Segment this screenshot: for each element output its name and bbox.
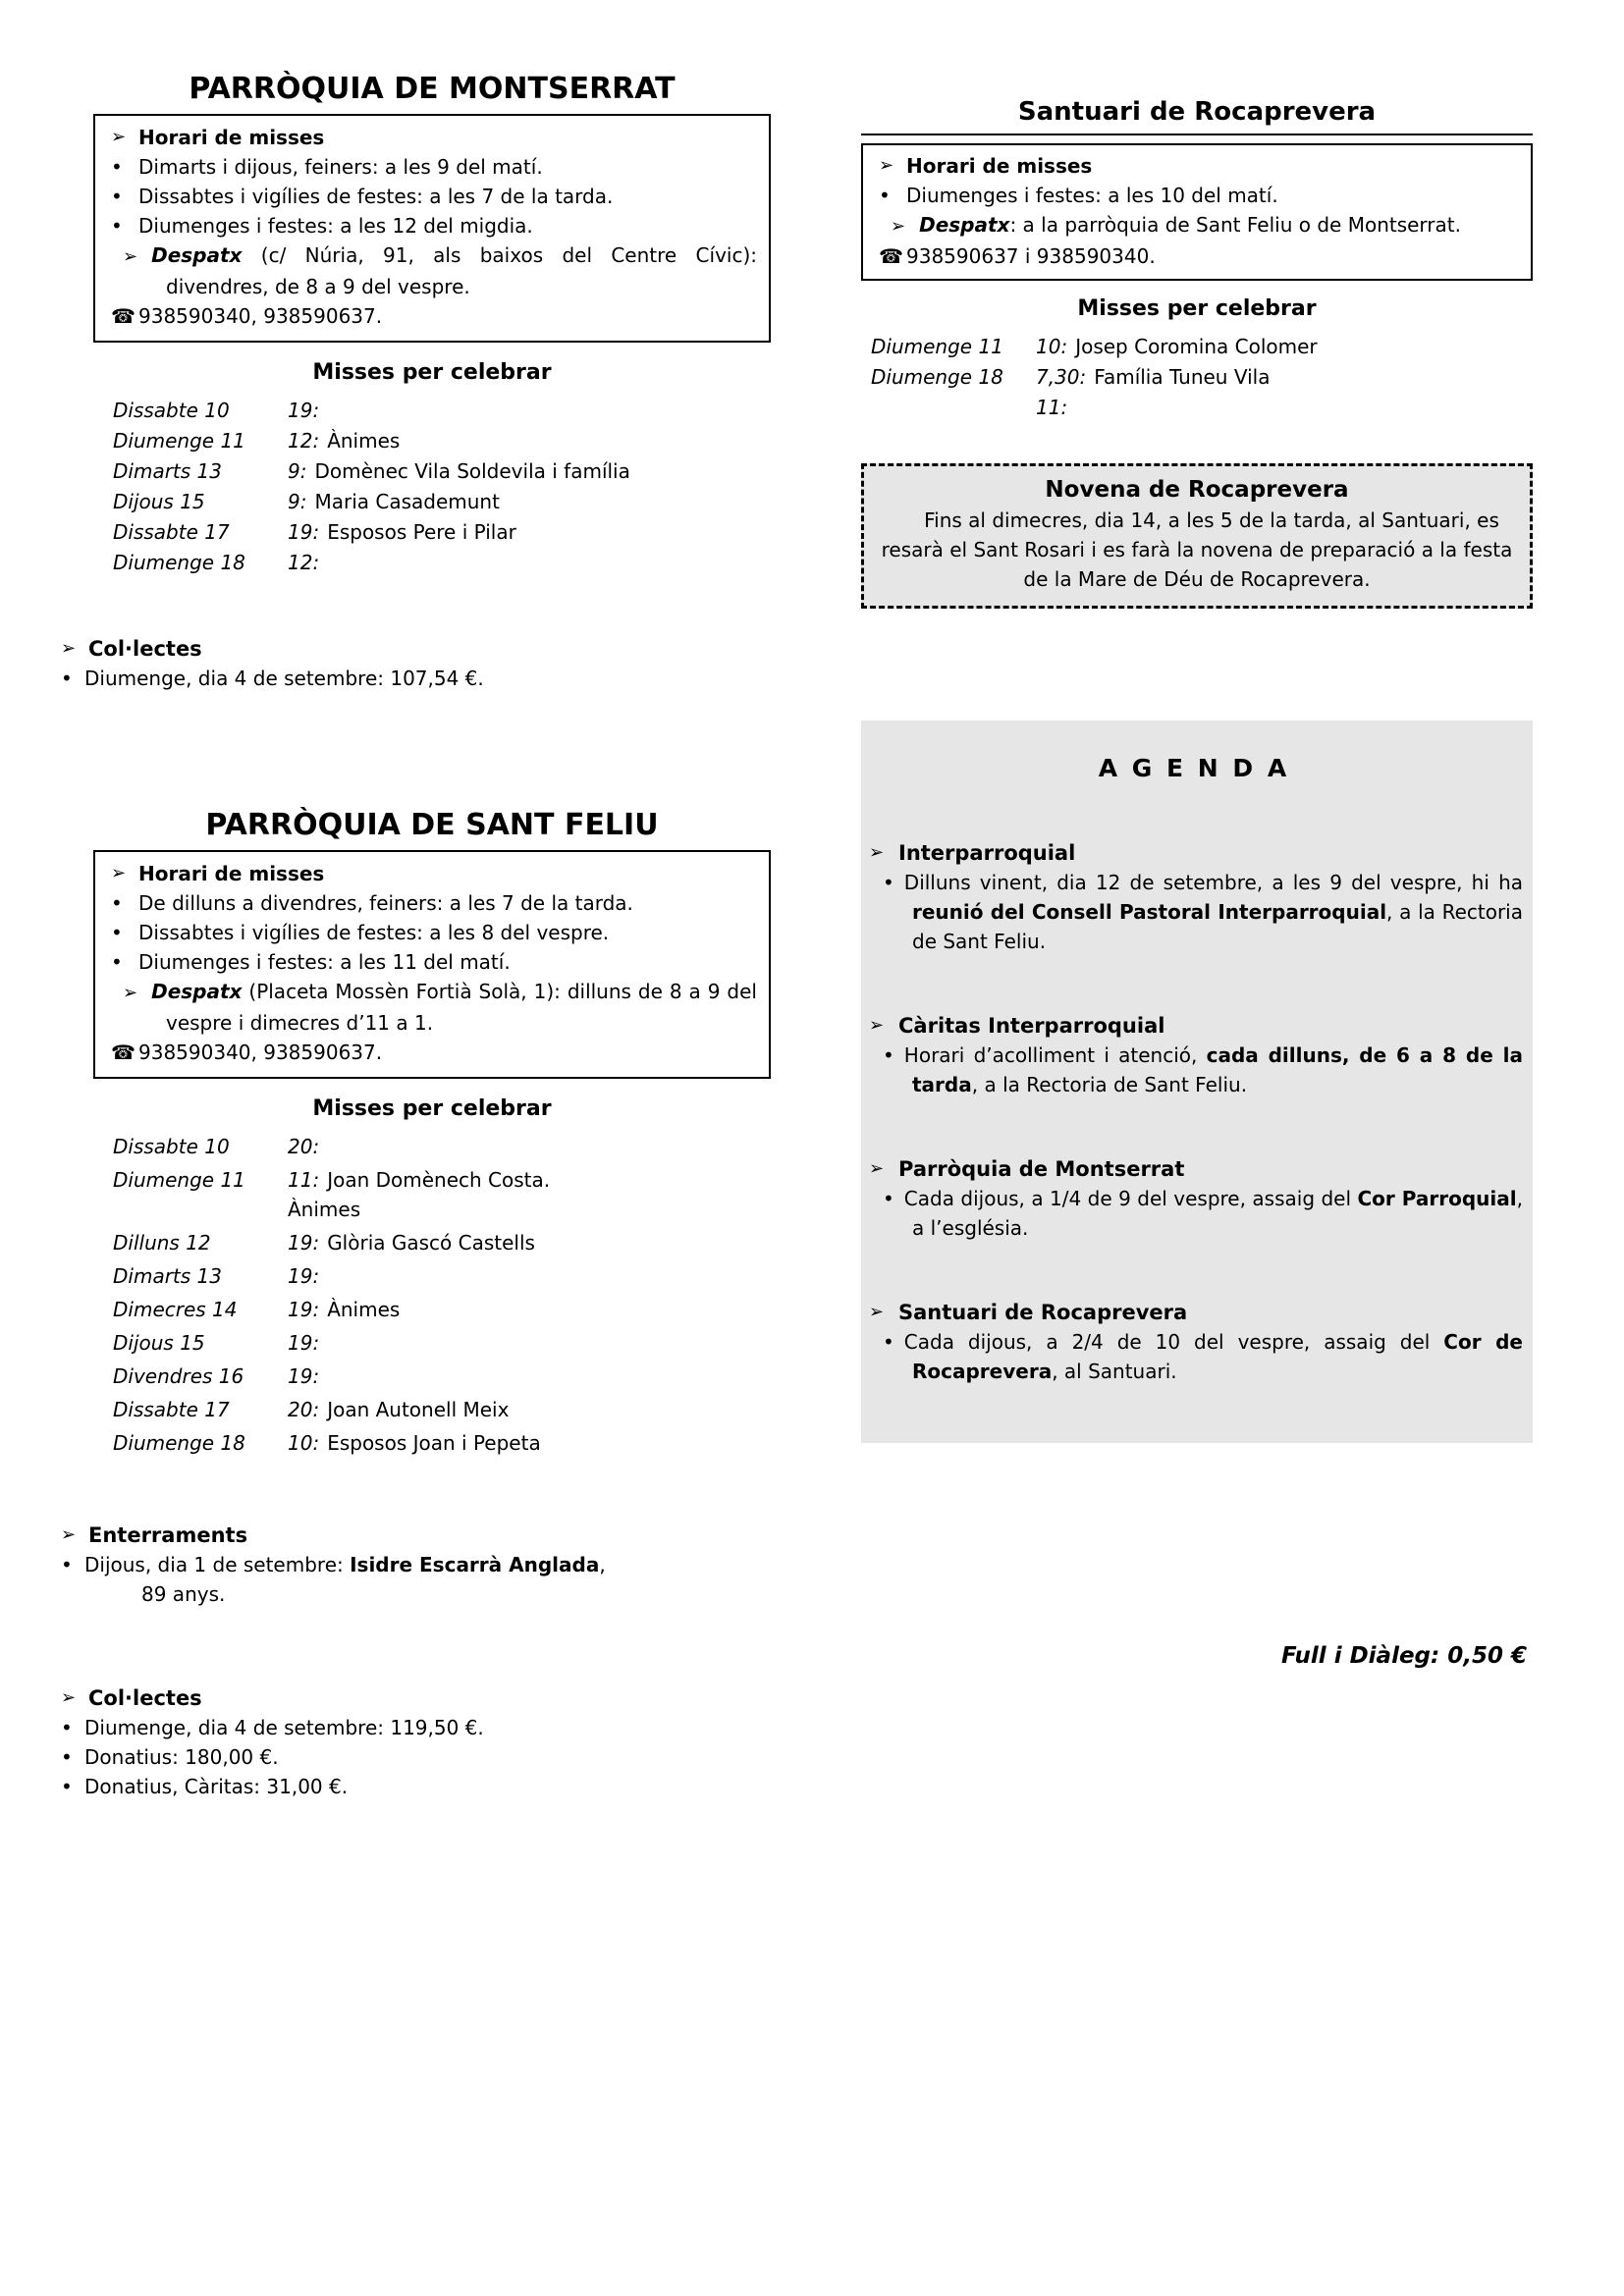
mass-time: 19: [288, 520, 320, 544]
mass-day: Diumenge 18 [871, 365, 1003, 389]
montserrat-collectes-heading [59, 634, 776, 664]
mass-day: Diumenge 18 [113, 551, 245, 574]
mass-entry [288, 1295, 400, 1324]
mass-time: 20: [288, 1398, 320, 1421]
mass-intention: Ànimes [327, 1298, 401, 1321]
santfeliu-enterraments-item [59, 1550, 776, 1609]
mass-entry [288, 426, 400, 455]
rocaprevera-despatx-line [877, 210, 1519, 241]
arrow-bullet-icon: ➢ [111, 863, 127, 883]
agenda-item-text: Cada dijous, a 2/4 de 10 del vespre, assaig del [903, 1330, 1444, 1354]
horari-item-text: Dissabtes i vigílies de festes: a les 8 del vespre. [138, 921, 610, 944]
arrow-bullet-icon: ➢ [61, 1687, 77, 1708]
phone-icon: ☎ [111, 1041, 135, 1064]
despatx-label: Despatx [151, 980, 243, 1003]
santfeliu-horari-item [109, 918, 757, 947]
agenda-item-text: , al Santuari. [1052, 1360, 1177, 1383]
mass-time: 11: [1036, 396, 1068, 419]
mass-intention: Ànimes [327, 429, 401, 453]
santfeliu-despatx-line [109, 977, 757, 1038]
montserrat-masses-title: Misses per celebrar [312, 360, 552, 385]
mass-entry [1036, 362, 1270, 392]
agenda-section-interparroquial [865, 838, 1523, 956]
collectes-text: Diumenge, dia 4 de setembre: 119,50 €. [84, 1716, 484, 1739]
arrow-bullet-icon: ➢ [61, 1524, 77, 1545]
agenda-section-heading [865, 1298, 1523, 1327]
mass-entry [1036, 393, 1075, 422]
bullet-icon: • [61, 1553, 73, 1576]
montserrat-horari-item [109, 182, 757, 211]
mass-entry [288, 1261, 327, 1291]
mass-day [871, 393, 1036, 422]
santfeliu-info-box [93, 850, 771, 1079]
agenda-item-highlight: Cor de Rocaprevera [912, 1330, 1523, 1383]
table-row [871, 362, 1533, 392]
santfeliu-collectes-heading [59, 1683, 776, 1713]
novena-text: Fins al dimecres, dia 14, a les 5 de la tarda, al Santuari, es resarà el Sant Rosari i es farà la novena de preparació a la festa de la Mare de Déu de Rocaprevera. [881, 508, 1513, 591]
mass-entry [288, 1362, 327, 1391]
mass-day: Dissabte 10 [113, 1135, 230, 1158]
mass-day: Dissabte 17 [113, 1398, 230, 1421]
montserrat-collectes-item [59, 664, 776, 693]
table-row [113, 1328, 776, 1358]
arrow-bullet-icon: ➢ [869, 842, 885, 863]
santfeliu-enterraments-heading [59, 1521, 776, 1550]
bullet-icon: • [883, 1330, 894, 1354]
enterraments-label: Enterraments [88, 1523, 248, 1547]
table-row [113, 1165, 776, 1224]
right-column [861, 96, 1533, 1671]
agenda-section-label: Càritas Interparroquial [898, 1014, 1165, 1038]
agenda-item-highlight: Cor Parroquial [1357, 1187, 1517, 1210]
arrow-bullet-icon: ➢ [869, 1158, 885, 1179]
mass-day: Diumenge 11 [113, 1168, 245, 1192]
montserrat-despatx-line [109, 240, 757, 301]
santfeliu-masses-table [113, 1132, 776, 1458]
table-row [113, 548, 776, 577]
rocaprevera-info-box [861, 143, 1533, 281]
mass-entry [288, 1228, 535, 1257]
mass-entry [288, 1165, 550, 1224]
arrow-bullet-icon: ➢ [61, 638, 77, 659]
bullet-icon: • [61, 667, 73, 690]
agenda-section-heading [865, 1011, 1523, 1041]
table-row [113, 517, 776, 547]
enterraments-text-line2: 89 anys. [141, 1582, 226, 1606]
table-row [871, 393, 1533, 422]
bullet-icon: • [111, 891, 123, 915]
mass-entry [1036, 332, 1318, 361]
table-row [113, 1395, 776, 1424]
mass-day: Dimarts 13 [113, 459, 222, 483]
montserrat-horari-item [109, 211, 757, 240]
agenda-section-heading [865, 838, 1523, 868]
bullet-icon: • [111, 214, 123, 238]
mass-intention: Maria Casademunt [314, 490, 500, 513]
table-row [113, 426, 776, 455]
despatx-text: (c/ Núria, 91, als baixos del Centre Cívic): divendres, de 8 a 9 del vespre. [166, 243, 757, 298]
montserrat-masses-table [113, 396, 776, 577]
mass-time: 19: [288, 1231, 320, 1255]
agenda-item-text: Dilluns vinent, dia 12 de setembre, a les 9 del vespre, hi ha [903, 871, 1523, 894]
rocaprevera-masses-table [871, 332, 1533, 422]
santfeliu-collectes-item [59, 1772, 776, 1801]
mass-day: Dissabte 10 [113, 399, 230, 422]
table-row [113, 1261, 776, 1291]
agenda-item-text: Horari d’acolliment i atenció, [903, 1043, 1207, 1067]
horari-item-text: Dimarts i dijous, feiners: a les 9 del matí. [138, 155, 543, 179]
mass-time: 12: [288, 551, 320, 574]
collectes-label: Col·lectes [88, 1686, 202, 1710]
agenda-item [865, 868, 1523, 956]
mass-intention-line2: Ànimes [288, 1198, 361, 1221]
horari-label: Horari de misses [138, 126, 325, 149]
mass-intention: Esposos Pere i Pilar [327, 520, 516, 544]
agenda-section-heading [865, 1154, 1523, 1184]
mass-day: Dissabte 17 [113, 520, 230, 544]
mass-intention: Joan Domènech Costa. [327, 1168, 551, 1192]
enterraments-text: , [599, 1553, 606, 1576]
despatx-label: Despatx [151, 243, 243, 267]
bullet-icon: • [61, 1775, 73, 1798]
rocaprevera-masses-title: Misses per celebrar [1077, 296, 1317, 321]
bullet-icon: • [111, 185, 123, 208]
mass-time: 20: [288, 1135, 320, 1158]
agenda-section-label: Santuari de Rocaprevera [898, 1301, 1188, 1324]
mass-time: 19: [288, 1264, 320, 1288]
mass-day: Divendres 16 [113, 1364, 244, 1388]
mass-time: 10: [1036, 335, 1068, 358]
enterraments-text: Dijous, dia 1 de setembre: [84, 1553, 351, 1576]
mass-entry [288, 456, 630, 486]
table-row [113, 487, 776, 516]
mass-intention: Família Tuneu Vila [1094, 365, 1271, 389]
deceased-name: Isidre Escarrà Anglada [350, 1553, 600, 1576]
mass-entry [288, 1428, 541, 1458]
agenda-item-highlight: reunió del Consell Pastoral Interparroquial [912, 900, 1387, 924]
mass-day: Dijous 15 [113, 490, 205, 513]
montserrat-phone-line [109, 301, 757, 331]
santfeliu-collectes-item [59, 1742, 776, 1772]
montserrat-horari-heading [109, 123, 757, 152]
agenda-item [865, 1327, 1523, 1386]
phone-numbers: 938590340, 938590637. [138, 304, 383, 328]
agenda-box [861, 721, 1533, 1443]
horari-label: Horari de misses [138, 862, 325, 885]
arrow-bullet-icon: ➢ [869, 1015, 885, 1036]
collectes-text: Donatius, Càritas: 31,00 €. [84, 1775, 349, 1798]
novena-box [861, 463, 1533, 609]
mass-entry [288, 396, 327, 425]
mass-day: Diumenge 18 [113, 1431, 245, 1455]
table-row [113, 1132, 776, 1161]
santfeliu-horari-item [109, 888, 757, 918]
santfeliu-collectes-item [59, 1713, 776, 1742]
agenda-item [865, 1041, 1523, 1099]
agenda-section-montserrat [865, 1154, 1523, 1243]
horari-item-text: Dissabtes i vigílies de festes: a les 7 de la tarda. [138, 185, 614, 208]
agenda-item-text: , a la Rectoria de Sant Feliu. [971, 1073, 1248, 1096]
mass-day: Dijous 15 [113, 1331, 205, 1355]
horari-item-text: Diumenges i festes: a les 10 del matí. [906, 184, 1278, 207]
arrow-bullet-icon: ➢ [869, 1302, 885, 1322]
santfeliu-parish-title: PARRÒQUIA DE SANT FELIU [205, 808, 659, 842]
arrow-bullet-icon: ➢ [123, 983, 138, 1003]
mass-day: Dimarts 13 [113, 1264, 222, 1288]
agenda-section-label: Parròquia de Montserrat [898, 1157, 1185, 1181]
left-column [59, 71, 776, 1801]
mass-intention: Esposos Joan i Pepeta [327, 1431, 541, 1455]
mass-intention: Joan Autonell Meix [327, 1398, 510, 1421]
table-row [113, 1295, 776, 1324]
mass-intention: Josep Coromina Colomer [1075, 335, 1318, 358]
despatx-text: (Placeta Mossèn Fortià Solà, 1): dilluns de 8 a 9 del vespre i dimecres d’11 a 1. [166, 980, 757, 1035]
bullet-icon: • [111, 155, 123, 179]
novena-title: Novena de Rocaprevera [1045, 477, 1349, 503]
mass-time: 7,30: [1036, 365, 1087, 389]
table-row [113, 1428, 776, 1458]
despatx-label: Despatx [919, 213, 1010, 237]
rocaprevera-horari-item [877, 181, 1519, 210]
montserrat-horari-item [109, 152, 757, 182]
despatx-text: : a la parròquia de Sant Feliu o de Montserrat. [1009, 213, 1461, 237]
mass-time: 9: [288, 459, 307, 483]
montserrat-parish-title: PARRÒQUIA DE MONTSERRAT [189, 72, 676, 106]
mass-entry [288, 517, 516, 547]
mass-day: Diumenge 11 [871, 335, 1003, 358]
agenda-section-label: Interparroquial [898, 841, 1076, 865]
phone-icon: ☎ [879, 244, 903, 268]
mass-time: 19: [288, 399, 320, 422]
phone-numbers: 938590637 i 938590340. [906, 244, 1156, 268]
arrow-bullet-icon: ➢ [879, 155, 894, 176]
mass-day: Dimecres 14 [113, 1298, 238, 1321]
agenda-item-highlight: cada dilluns, de 6 a 8 de la tarda [912, 1043, 1523, 1096]
horari-item-text: Diumenges i festes: a les 12 del migdia. [138, 214, 533, 238]
mass-intention: Glòria Gascó Castells [327, 1231, 535, 1255]
phone-icon: ☎ [111, 304, 135, 328]
horari-item-text: Diumenges i festes: a les 11 del matí. [138, 950, 511, 974]
agenda-item-text: , a l’església. [912, 1187, 1523, 1240]
mass-entry [288, 1395, 509, 1424]
rocaprevera-phone-line [877, 241, 1519, 271]
mass-entry [288, 548, 327, 577]
mass-time: 9: [288, 490, 307, 513]
bullet-icon: • [883, 871, 894, 894]
table-row [871, 332, 1533, 361]
bullet-icon: • [61, 1716, 73, 1739]
price-note: Full i Diàleg: 0,50 € [1281, 1643, 1527, 1669]
table-row [113, 396, 776, 425]
mass-time: 19: [288, 1364, 320, 1388]
mass-day: Dilluns 12 [113, 1231, 211, 1255]
collectes-text: Diumenge, dia 4 de setembre: 107,54 €. [84, 667, 484, 690]
bullet-icon: • [111, 950, 123, 974]
agenda-section-rocaprevera [865, 1298, 1523, 1386]
bullet-icon: • [883, 1043, 894, 1067]
table-row [113, 456, 776, 486]
horari-label: Horari de misses [906, 154, 1093, 178]
santfeliu-horari-heading [109, 859, 757, 888]
mass-intention: Domènec Vila Soldevila i família [314, 459, 630, 483]
santfeliu-phone-line [109, 1038, 757, 1067]
bullet-icon: • [883, 1187, 894, 1210]
mass-time: 12: [288, 429, 320, 453]
mass-entry [288, 1328, 327, 1358]
mass-time: 19: [288, 1298, 320, 1321]
arrow-bullet-icon: ➢ [123, 246, 138, 267]
bullet-icon: • [61, 1745, 73, 1769]
phone-numbers: 938590340, 938590637. [138, 1041, 383, 1064]
agenda-item-text: , a la Rectoria de Sant Feliu. [912, 900, 1523, 953]
santfeliu-horari-item [109, 947, 757, 977]
table-row [113, 1228, 776, 1257]
mass-time: 10: [288, 1431, 320, 1455]
mass-entry [288, 1132, 327, 1161]
rocaprevera-horari-heading [877, 151, 1519, 181]
agenda-title: A G E N D A [1098, 754, 1290, 782]
montserrat-info-box [93, 114, 771, 343]
horari-item-text: De dilluns a divendres, feiners: a les 7 de la tarda. [138, 891, 633, 915]
mass-entry [288, 487, 500, 516]
rocaprevera-title: Santuari de Rocaprevera [861, 96, 1533, 135]
bullet-icon: • [879, 184, 891, 207]
agenda-section-caritas [865, 1011, 1523, 1099]
santfeliu-masses-title: Misses per celebrar [312, 1096, 552, 1121]
collectes-text: Donatius: 180,00 €. [84, 1745, 279, 1769]
table-row [113, 1362, 776, 1391]
arrow-bullet-icon: ➢ [111, 127, 127, 147]
mass-day: Diumenge 11 [113, 429, 245, 453]
mass-time: 11: [288, 1168, 320, 1192]
agenda-item-text: Cada dijous, a 1/4 de 9 del vespre, assaig del [903, 1187, 1358, 1210]
arrow-bullet-icon: ➢ [891, 216, 906, 237]
collectes-label: Col·lectes [88, 637, 202, 661]
agenda-item [865, 1184, 1523, 1243]
bullet-icon: • [111, 921, 123, 944]
mass-time: 19: [288, 1331, 320, 1355]
